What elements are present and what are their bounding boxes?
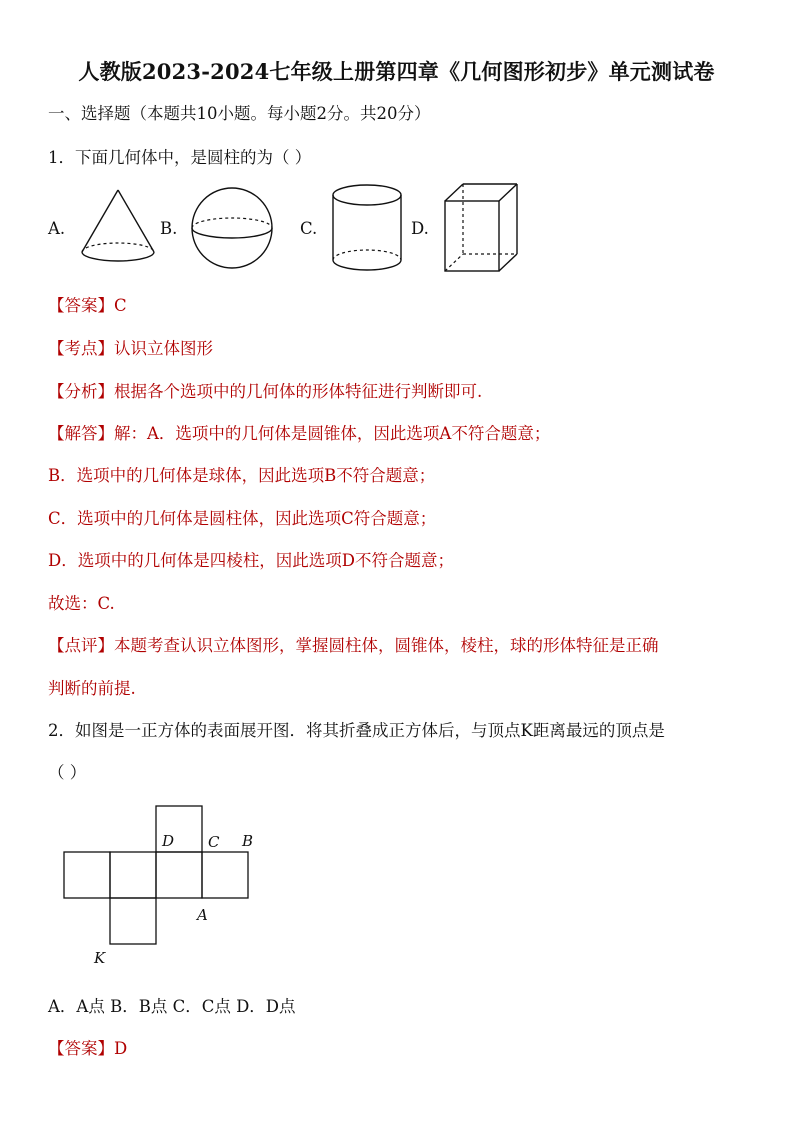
question-1-stem: 1．下面几何体中，是圆柱的为（ ） <box>48 148 312 167</box>
option-b-label: B. <box>160 219 178 238</box>
vertex-label-d: D <box>162 832 175 850</box>
dianping-tag: 【点评】 <box>48 636 114 655</box>
jieda-line-4: D．选项中的几何体是四棱柱，因此选项D不符合题意； <box>48 551 454 570</box>
option-d-label: D. <box>411 219 429 238</box>
q2-answer <box>48 1035 127 1059</box>
jieda-line-3: C．选项中的几何体是圆柱体，因此选项C符合题意； <box>48 509 437 528</box>
answer-value: D <box>114 1039 128 1058</box>
dianping-line-2: 判断的前提. <box>48 679 136 698</box>
answer-value: C <box>114 296 127 315</box>
question-2-stem: 2．如图是一正方体的表面展开图．将其折叠成正方体后，与顶点K距离最远的顶点是 <box>48 721 665 740</box>
cube-net-diagram <box>60 800 270 970</box>
jieda-line-2: B．选项中的几何体是球体，因此选项B不符合题意； <box>48 466 436 485</box>
kaodian-tag: 【考点】 <box>48 339 114 358</box>
vertex-label-k: K <box>94 949 106 967</box>
q1-jieda <box>48 420 550 444</box>
q2-options: A．A点 B．B点 C．C点 D．D点 <box>48 997 296 1016</box>
kaodian-text: 认识立体图形 <box>114 339 213 358</box>
answer-tag: 【答案】 <box>48 1039 114 1058</box>
vertex-label-b: B <box>242 832 254 850</box>
section-heading: 一、选择题（本题共10小题。每小题2分。共20分） <box>48 104 431 123</box>
dianping-line-1: 本题考查认识立体图形，掌握圆柱体，圆锥体，棱柱，球的形体特征是正确 <box>114 636 659 655</box>
guxuan-line: 故选：C. <box>48 594 115 613</box>
cone-icon <box>78 186 160 268</box>
option-c-label: C. <box>300 219 318 238</box>
vertex-label-c: C <box>208 833 220 851</box>
cylinder-icon <box>330 183 406 273</box>
question-2-stem-paren: （ ） <box>48 763 87 782</box>
q1-answer <box>48 292 127 316</box>
sphere-icon <box>190 186 276 272</box>
cuboid-icon <box>442 181 520 275</box>
jieda-line-1: 解：A．选项中的几何体是圆锥体，因此选项A不符合题意； <box>114 424 551 443</box>
page-title: 人教版2023-2024七年级上册第四章《几何图形初步》单元测试卷 <box>78 59 715 84</box>
q1-dianping <box>48 632 748 656</box>
q1-kaodian <box>48 335 213 359</box>
answer-tag: 【答案】 <box>48 296 114 315</box>
fenxi-text: 根据各个选项中的几何体的形体特征进行判断即可. <box>114 382 483 401</box>
vertex-label-a: A <box>197 906 208 924</box>
q1-fenxi <box>48 378 482 402</box>
jieda-tag: 【解答】 <box>48 424 114 443</box>
fenxi-tag: 【分析】 <box>48 382 114 401</box>
option-a-label: A. <box>48 219 66 238</box>
